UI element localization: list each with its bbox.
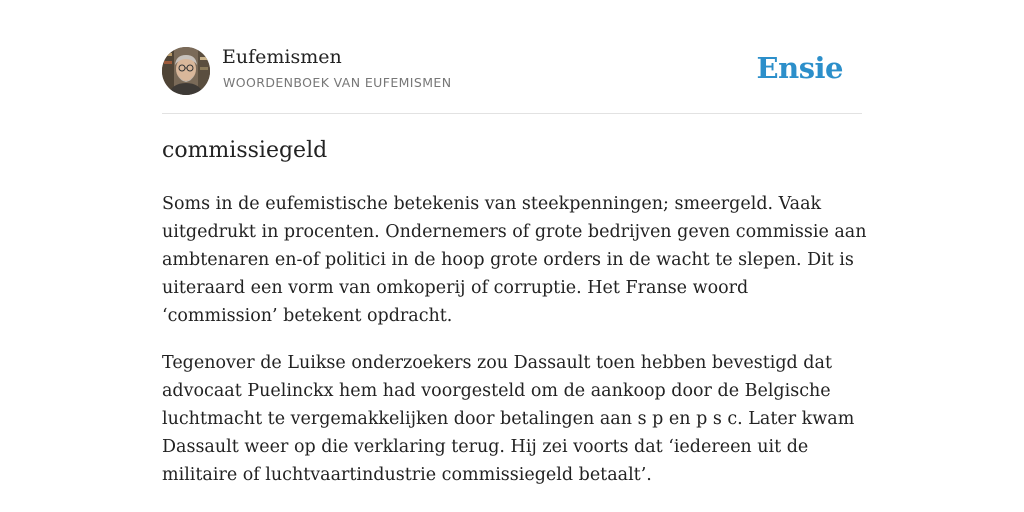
ensie-logo[interactable]: Ensie [756,51,843,85]
entry-paragraph: Tegenover de Luikse onderzoekers zou Dassault toen hebben bevestigd dat advocaat Puelinckx hem had voorgesteld om de aankoop door de Belgische luchtmacht te vergemakkelijken door betalingen aan s p en p s c. Later kwam Dassault weer op die verklaring terug. Hij zei voorts dat ‘iedereen uit de militaire of luchtvaartindustrie commissiegeld betaalt’. [162,353,855,485]
entry-title: commissiegeld [162,138,328,163]
avatar-portrait-icon [162,47,210,95]
author-avatar[interactable] [162,47,210,95]
source-subtitle: WOORDENBOEK VAN EUFEMISMEN [223,75,452,90]
source-name[interactable]: Eufemismen [222,46,342,68]
header [162,0,862,114]
entry-paragraph: Soms in de eufemistische betekenis van steekpenningen; smeergeld. Vaak uitgedrukt in procenten. Ondernemers of grote bedrijven geven commissie aan ambtenaren en-of politici in de hoop grote orders in de wacht te slepen. Dit is uiteraard een vorm van omkoperij of corruptie. Het Franse woord ‘commission’ betekent opdracht. [162,194,867,326]
page-container [162,0,867,485]
